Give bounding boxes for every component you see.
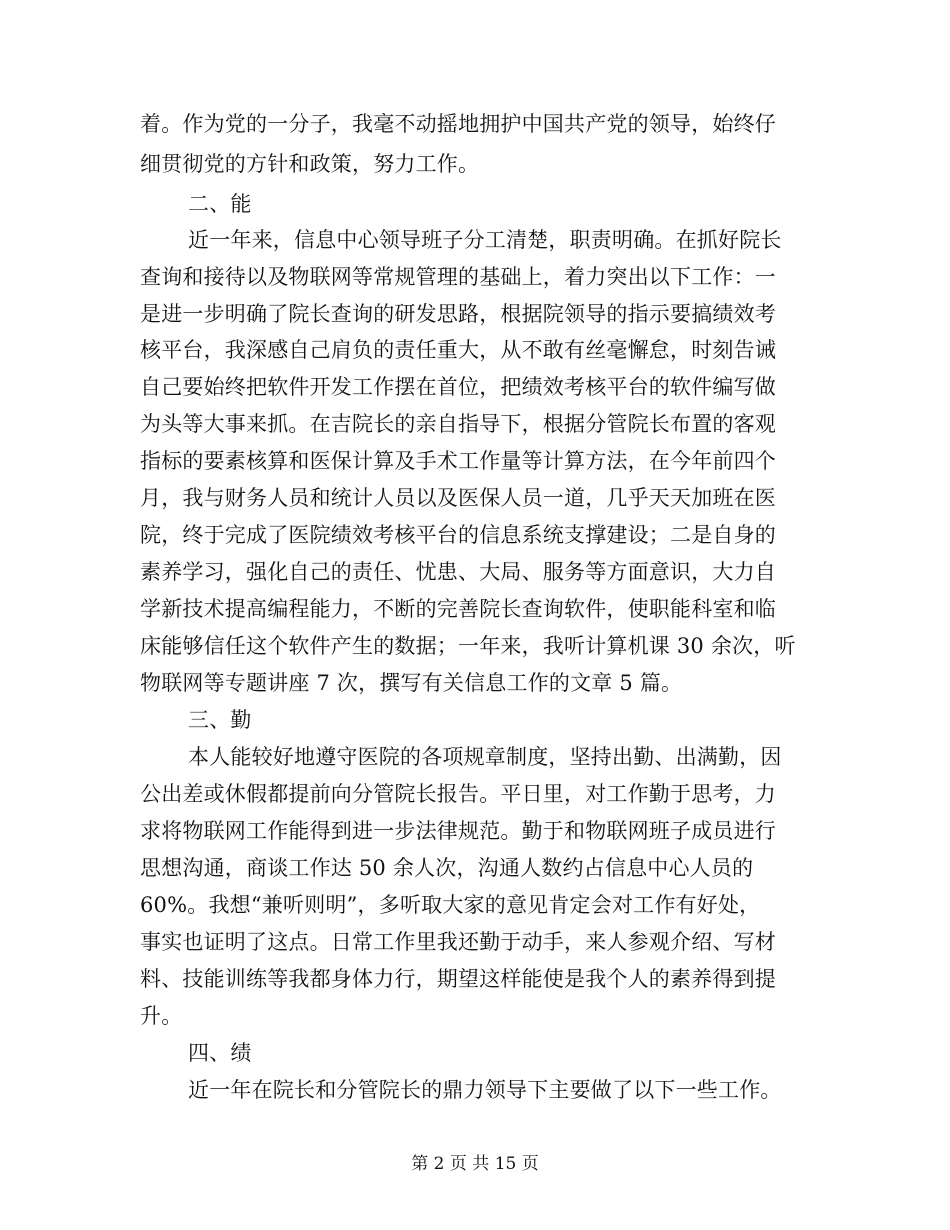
text-line: 为头等大事来抓。在吉院长的亲自指导下，根据分管院长布置的客观 — [140, 412, 776, 436]
page-number-footer: 第 2 页 共 15 页 — [411, 1154, 539, 1174]
text-line: 公出差或休假都提前向分管院长报告。平日里，对工作勤于思考，力 — [140, 782, 776, 806]
text-line: 查询和接待以及物联网等常规管理的基础上，着力突出以下工作：一 — [140, 265, 776, 289]
text-line: 事实也证明了这点。日常工作里我还勤于动手，来人参观介绍、写材 — [140, 930, 776, 954]
paragraph-start-line: 本人能较好地遵守医院的各项规章制度，坚持出勤、出满勤，因 — [188, 745, 782, 769]
text-line: 60%。我想“兼听则明”，多听取大家的意见肯定会对工作有好处， — [140, 893, 761, 917]
text-line: 细贯彻党的方针和政策，努力工作。 — [140, 152, 480, 176]
text-line: 料、技能训练等我都身体力行，期望这样能使是我个人的素养得到提 — [140, 967, 776, 991]
text-line: 核平台，我深感自己肩负的责任重大，从不敢有丝毫懈怠，时刻告诫 — [140, 338, 776, 362]
text-line: 是进一步明确了院长查询的研发思路，根据院领导的指示要搞绩效考 — [140, 302, 776, 326]
text-line: 思想沟通，商谈工作达 50 余人次，沟通人数约占信息中心人员的 — [140, 856, 754, 880]
paragraph-start-line: 近一年在院长和分管院长的鼎力领导下主要做了以下一些工作。 — [188, 1078, 782, 1102]
text-line: 升。 — [140, 1004, 183, 1028]
section-heading-4: 四、绩 — [188, 1041, 252, 1065]
text-line: 素养学习，强化自己的责任、忧患、大局、服务等方面意识，大力自 — [140, 560, 776, 584]
text-line: 着。作为党的一分子，我毫不动摇地拥护中国共产党的领导，始终仔 — [140, 112, 776, 136]
text-line: 自己要始终把软件开发工作摆在首位，把绩效考核平台的软件编写做 — [140, 375, 776, 399]
paragraph-start-line: 近一年来，信息中心领导班子分工清楚，职责明确。在抓好院长 — [188, 228, 782, 252]
text-line: 求将物联网工作能得到进一步法律规范。勤于和物联网班子成员进行 — [140, 819, 776, 843]
text-line: 床能够信任这个软件产生的数据；一年来，我听计算机课 30 余次，听 — [140, 634, 796, 658]
text-line: 学新技术提高编程能力，不断的完善院长查询软件，使职能科室和临 — [140, 597, 776, 621]
text-line: 月，我与财务人员和统计人员以及医保人员一道，几乎天天加班在医 — [140, 486, 776, 510]
text-line: 指标的要素核算和医保计算及手术工作量等计算方法，在今年前四个 — [140, 449, 776, 473]
section-heading-3: 三、勤 — [188, 708, 252, 732]
text-line: 物联网等专题讲座 7 次，撰写有关信息工作的文章 5 篇。 — [140, 671, 683, 695]
section-heading-2: 二、能 — [188, 192, 252, 216]
text-line: 院，终于完成了医院绩效考核平台的信息系统支撑建设；二是自身的 — [140, 523, 776, 547]
